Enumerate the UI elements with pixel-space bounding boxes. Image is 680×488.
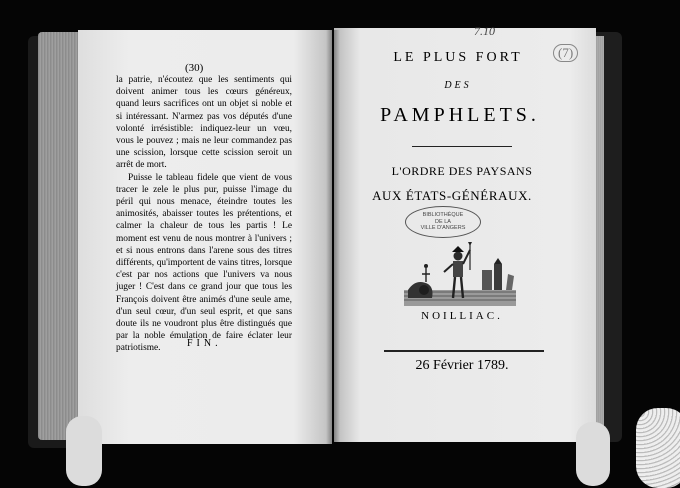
stamp-line: DE LA	[435, 218, 451, 225]
knit-glove	[636, 408, 680, 488]
paragraph: la patrie, n'écoutez que les sentiments qui doivent animer tous les cœurs généreux, quand leurs sacrifices ont un objet si noble et si intéressant. N'armez pas vos députés d'une volonté irrésistible: indiquez-leur un vœu, vous le pouvez ; mais ne leur commandez pas une scission, lorsque cette scission seroit un arrêt de mort.	[116, 75, 292, 171]
title-line-2: DES	[444, 80, 472, 91]
title-line-3: PAMPHLETS.	[380, 104, 540, 126]
peasant-body	[453, 261, 463, 277]
page-number: (30)	[185, 62, 204, 74]
title-line-1: LE PLUS FORT	[393, 50, 523, 65]
publication-date: 26 Février 1789.	[415, 358, 509, 373]
manuscript-number: (7)	[553, 44, 578, 62]
peasant-vignette-image	[402, 240, 518, 312]
subtitle-line-1: L'ORDRE DES PAYSANS	[391, 164, 533, 178]
manuscript-note: 7.10	[474, 24, 495, 38]
stamp-line: VILLE D'ANGERS	[420, 225, 466, 232]
publication-place: NOILLIAC.	[421, 310, 503, 322]
subtitle-line-2: AUX ÉTATS-GÉNÉRAUX.	[372, 188, 532, 203]
right-finger	[576, 422, 610, 486]
title-rule	[412, 146, 512, 147]
paragraph: Puisse le tableau fidele que vient de vous tracer le zele le plus pur, puisse l'image du péril qui nous menace, éteindre toutes les animosités, abaisser toutes les prétentions, et calmer la chaleur de tous les partis ! Le moment est venu de nous montrer à l'univers ; et si nous entrons dans l'arene sous des titres différents, qu'importent de vains titres, lorsque c'est par nos actions que l'univers va nous juger ! C'est dans ce grand jour que tous les François doivent être animés d'une seule ame, d'un seul cœur, d'un seul esprit, et que sans doute ils ne voudront plus être distingués que par la noble émulation de faire éclater leur patriotisme.	[116, 172, 292, 354]
peasant-head	[454, 252, 463, 261]
book-gutter	[326, 30, 340, 444]
stamp-line: BIBLIOTHÈQUE	[422, 212, 464, 219]
date-rule	[384, 350, 544, 352]
library-stamp	[405, 206, 481, 238]
left-finger	[66, 416, 102, 486]
fin-text: FIN.	[187, 338, 222, 349]
body-text	[116, 74, 292, 355]
